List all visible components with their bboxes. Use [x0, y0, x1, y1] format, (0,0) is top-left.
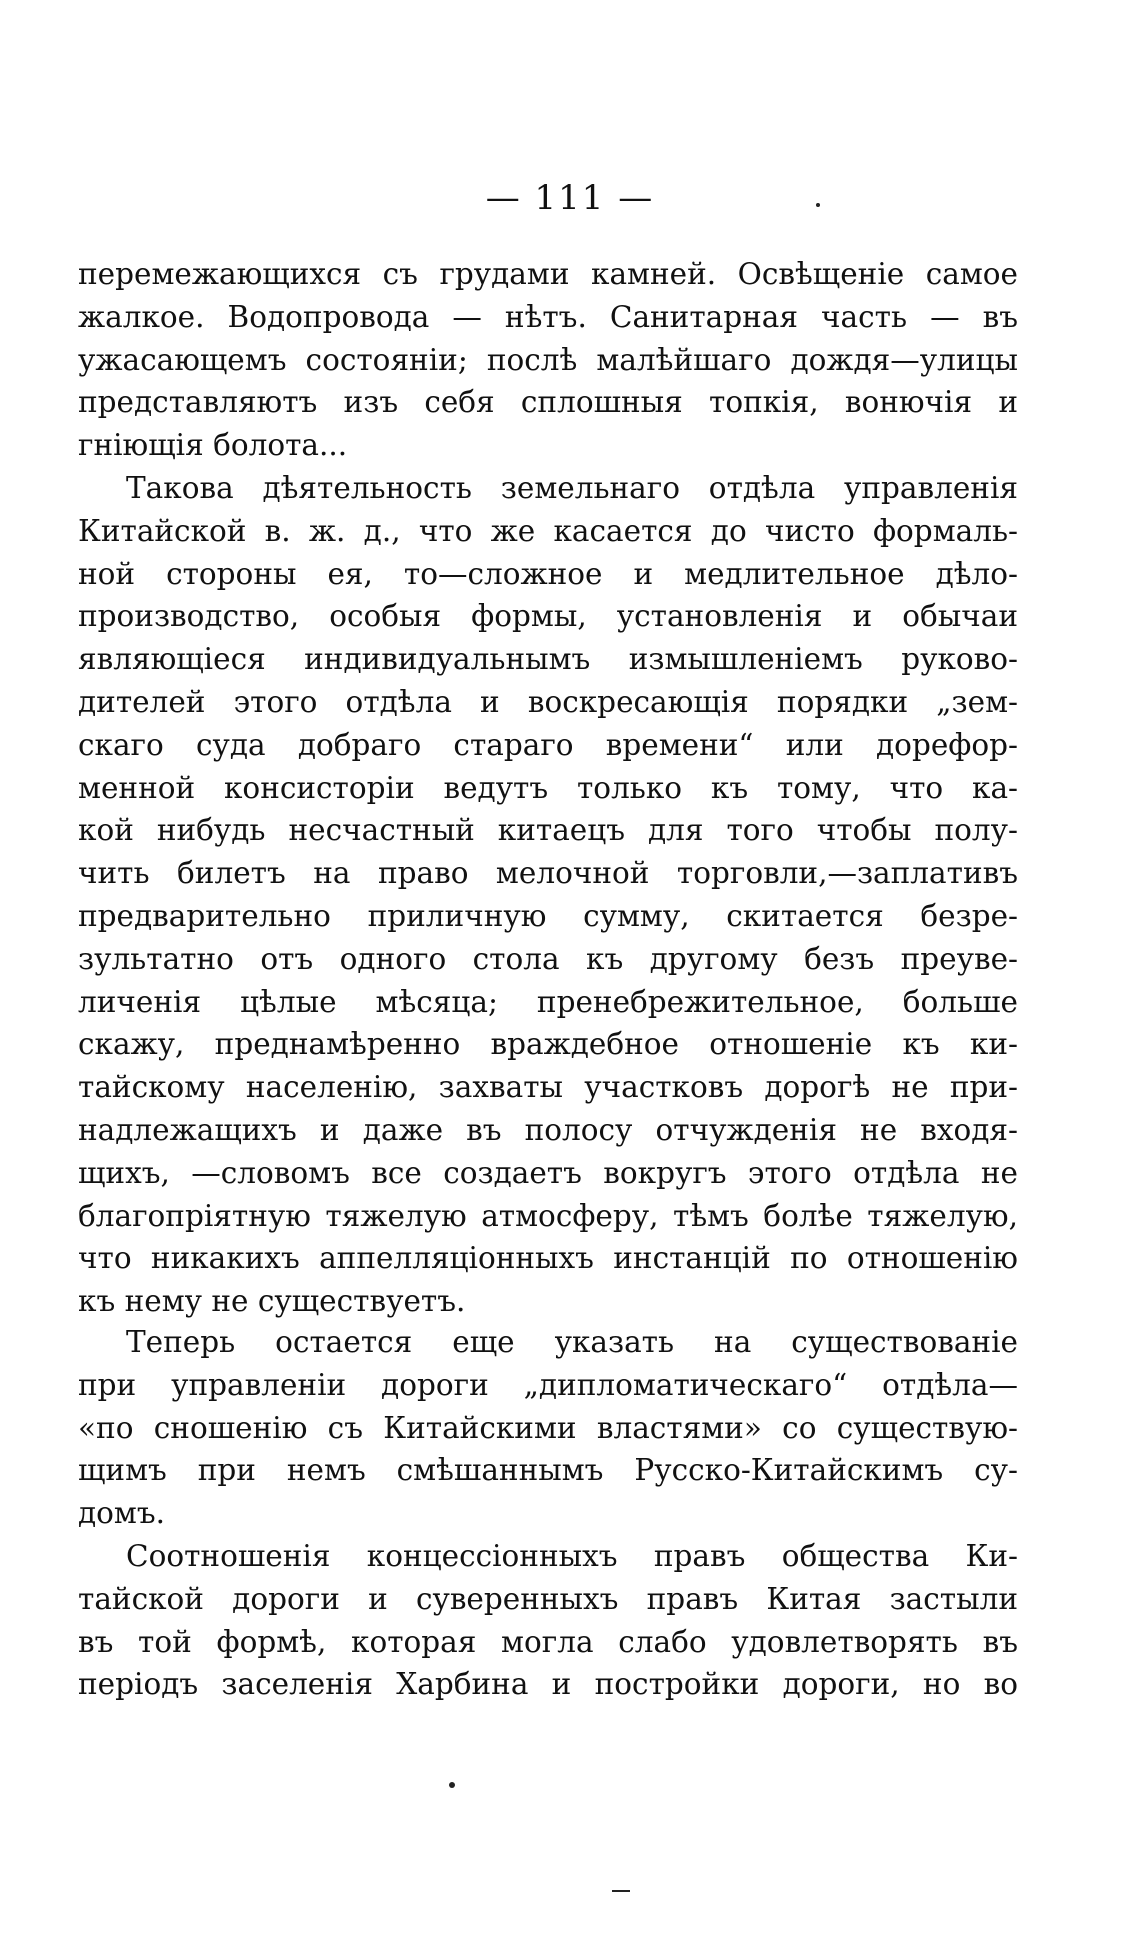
text-line: благопріятную тяжелую атмосферу, тѣмъ болѣе тяжелую, — [78, 1198, 1018, 1233]
print-dash — [612, 1890, 630, 1892]
text-line: ной стороны ея, то—сложное и медлительное дѣло- — [78, 556, 1018, 591]
text-line: ужасающемъ состояніи; послѣ малѣйшаго дождя—улицы — [78, 342, 1018, 377]
text-line: чить билетъ на право мелочной торговли,—заплативъ — [78, 856, 1018, 891]
text-line: что никакихъ аппелляціонныхъ инстанцій по отношенію — [78, 1241, 1018, 1276]
paragraph-1 — [78, 253, 1018, 467]
text-line: личенія цѣлые мѣсяца; пренебрежительное, больше — [78, 984, 1018, 1019]
text-line: производство, особыя формы, установленія и обычаи — [78, 599, 1018, 634]
text-line: тайской дороги и суверенныхъ правъ Китая застыли — [78, 1581, 1018, 1616]
paragraph-2 — [78, 467, 1018, 1323]
text-line: надлежащихъ и даже въ полосу отчужденія не входя- — [78, 1112, 1018, 1147]
text-line: гніющія болота... — [78, 428, 348, 463]
print-speck — [449, 1782, 455, 1788]
text-line: Теперь остается еще указать на существованіе — [126, 1325, 1018, 1359]
text-line: перемежающихся съ грудами камней. Освѣщеніе самое — [78, 257, 1018, 291]
text-line: домъ. — [78, 1496, 166, 1531]
text-line: кой нибудь несчастный китаецъ для того чтобы полу- — [78, 813, 1018, 848]
text-line: щимъ при немъ смѣшаннымъ Русско-Китайскимъ су- — [78, 1453, 1018, 1488]
text-line: менной консисторіи ведутъ только къ тому, что ка- — [78, 770, 1018, 805]
text-line: Китайской в. ж. д., что же касается до чисто формаль- — [78, 513, 1018, 548]
text-line: «по сношенію съ Китайскими властями» со существую- — [78, 1410, 1018, 1445]
text-line: къ нему не существуетъ. — [78, 1284, 466, 1319]
text-line: Соотношенія концессіонныхъ правъ общества Ки- — [126, 1539, 1018, 1573]
text-line: щихъ, —словомъ все создаетъ вокругъ этого отдѣла не — [78, 1155, 1018, 1190]
text-line: при управленіи дороги „дипломатическаго“ отдѣла— — [78, 1367, 1018, 1402]
text-line: Такова дѣятельность земельнаго отдѣла управленія — [126, 471, 1018, 505]
text-line: скажу, преднамѣренно враждебное отношеніе къ ки- — [78, 1027, 1018, 1062]
text-line: предварительно приличную сумму, скитается безре- — [78, 898, 1018, 933]
text-line: представляютъ изъ себя сплошныя топкія, вонючія и — [78, 385, 1018, 420]
text-line: зультатно отъ одного стола къ другому безъ преуве- — [78, 941, 1018, 976]
page-number: — 111 — — [485, 178, 655, 218]
paragraph-3 — [78, 1321, 1018, 1535]
text-line: скаго суда добраго стараго времени“ или дорефор- — [78, 727, 1018, 762]
text-line: жалкое. Водопровода — нѣтъ. Санитарная часть — въ — [78, 299, 1018, 334]
text-line: дителей этого отдѣла и воскресающія порядки „зем- — [78, 684, 1018, 719]
text-line: тайскому населенію, захваты участковъ дорогѣ не при- — [78, 1070, 1018, 1105]
paragraph-4 — [78, 1535, 1018, 1706]
text-line: періодъ заселенія Харбина и постройки дороги, но во — [78, 1667, 1018, 1702]
text-line: въ той формѣ, которая могла слабо удовлетворять въ — [78, 1624, 1018, 1659]
print-speck — [816, 203, 820, 207]
text-line: являющіеся индивидуальнымъ измышленіемъ руково- — [78, 642, 1018, 677]
